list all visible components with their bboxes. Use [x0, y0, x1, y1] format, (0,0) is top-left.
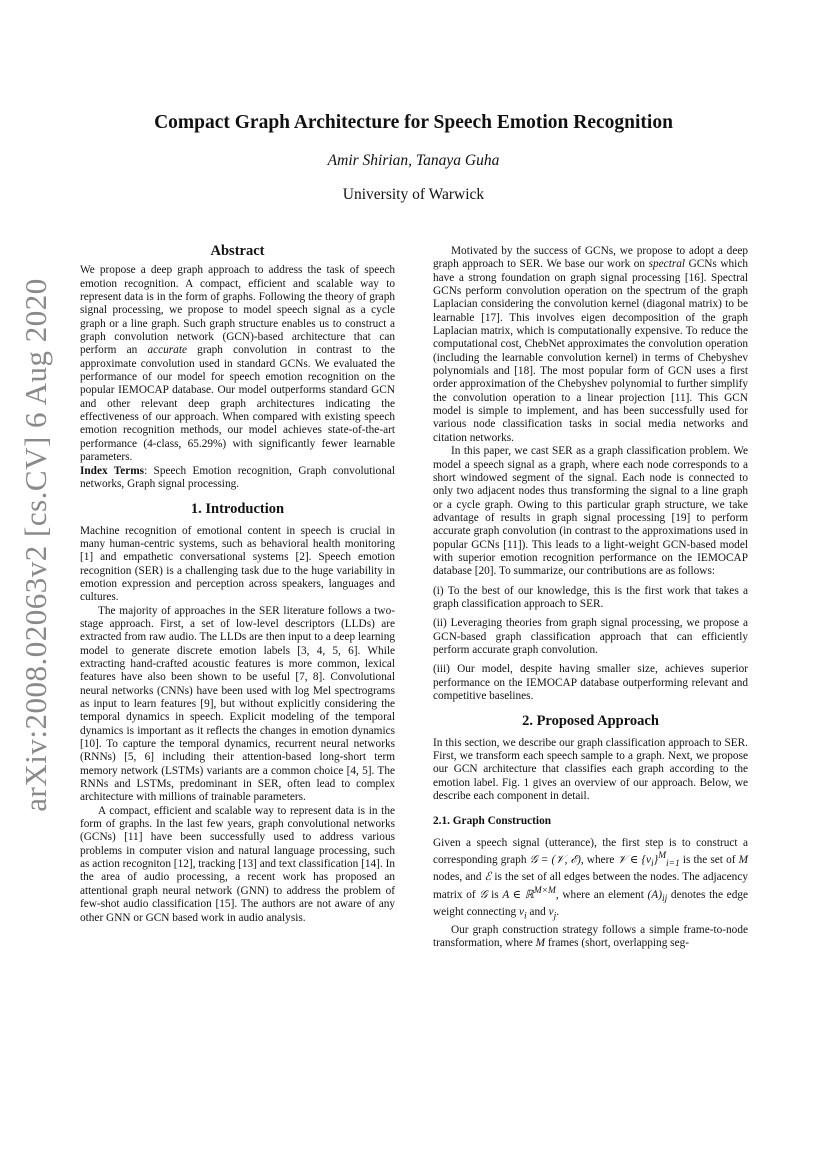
arxiv-stamp [14, 240, 58, 850]
graph-construction-paragraph: Given a speech signal (utterance), the first step is to construct a corresponding graph 𝒢 = (𝒱, ℰ), where 𝒱 ∈ $\{v_i\}^M_{i=1}$ is the set of M nodes, and ℰ is the set of all edges between the nodes. The adjacency matrix of 𝒢 is A ∈ ℝ$^{M\times M}$, where an element $(A)_{ij}$ denotes the edge weight connecting $v_i$ and $v_j$. [433, 836, 749, 922]
contribution-2: (ii) Leveraging theories from graph signal processing, we propose a GCN-based graph classification approach that can efficiently perform accurate graph convolution. [433, 617, 748, 656]
intro-paragraph-2: The majority of approaches in the SER literature follows a two-stage approach. First, a set of low-level descriptors (LLDs) are extracted from raw audio. The LLDs are then input to a deep learning model to generate discrete emotion labels [3, 4, 5, 6]. While extracting hand-crafted acoustic features is more common, lexical features have also been shown to be useful [7, 8]. Convolutional neural networks (CNNs) have been used with log Mel spectrograms as input to learn features [9], but without explicitly considering the temporal dynamics in speech. Explicit modeling of the temporal dynamics is important as it reflects the changes in emotion dynamics [10]. To capture the temporal dynamics, recurrent neural networks (RNNs) [5, 6] including their attention-based long-short term memory network (LSTMs) variants are a common choice [4, 5]. The RNNs and LSTMs, predominant in SER, often lead to complex architecture with millions of trainable parameters. [80, 604, 395, 804]
left-column [80, 245, 395, 925]
index-terms: Index Terms: Speech Emotion recognition, Graph convolutional networks, Graph signal processing. [80, 464, 395, 490]
graph-construction-heading: 2.1. Graph Construction [433, 815, 551, 828]
intro-paragraph-1: Machine recognition of emotional content in speech is crucial in many human-centric systems, such as behavioral health monitoring [1] and empathetic conversational systems [2]. Speech emotion recognition (SER) is a challenging task due to the huge variability in emotion expression and perception across speakers, languages and cultures. [80, 524, 395, 604]
graph-construction-paragraph-2: Our graph construction strategy follows a simple frame-to-node transformation, where M frames (short, overlapping seg- [433, 923, 748, 950]
proposed-paragraph-1: In this section, we describe our graph classification approach to SER. First, we transform each speech sample to a graph. Next, we propose our GCN architecture that classifies each graph according to the emotion label. Fig. 1 gives an overview of our approach. Below, we describe each component in detail. [433, 736, 748, 803]
paper-title: Compact Graph Architecture for Speech Emotion Recognition [154, 112, 673, 133]
contribution-1: (i) To the best of our knowledge, this is the first work that takes a graph classification approach to SER. [433, 584, 748, 610]
contribution-3: (iii) Our model, despite having smaller size, achieves superior performance on the IEMOCAP database outperforming relevant and competitive baselines. [433, 663, 748, 702]
intro-paragraph-5: In this paper, we cast SER as a graph classification problem. We model a speech signal as a graph, where each node corresponds to a short windowed segment of the signal. Each node is connected to only two adjacent nodes thus transforming the signal to a line graph or a cycle graph. Owing to this particular graph structure, we take advantage of results in graph signal processing [19] to perform accurate graph convolution (in contrast to the approximations used in popular GCNs [11]). This leads to a light-weight GCN-based model with superior emotion recognition performance on the IEMOCAP database [20]. To summarize, our contributions are as follows: [433, 445, 748, 578]
paper-authors: Amir Shirian, Tanaya Guha [327, 152, 500, 169]
intro-paragraph-4: Motivated by the success of GCNs, we propose to adopt a deep graph approach to SER. We base our work on spectral GCNs which have a strong foundation on graph signal processing [16]. Spectral GCNs perform convolution operation on the spectrum of the graph Laplacian considering the convolution kernel (diagonal matrix) to be learnable [17]. This involves eigen decomposition of the graph Laplacian matrix, which is computationally expensive. To reduce the computational cost, ChebNet approximates the convolution operation (including the learnable convolution kernel) in terms of Chebyshev polynomials and [18]. The most popular form of GCN uses a first order approximation of the Chebyshev polynomial to further simplify the convolution operation to a linear projection [11]. This GCN model is simple to implement, and has been successfully used for various node classification tasks in social media networks and citation networks. [433, 245, 748, 444]
intro-paragraph-3: A compact, efficient and scalable way to represent data is in the form of graphs. In the last few years, graph convolutional networks (GCNs) [11] have been successfully used to address various problems in computer vision and natural language processing, such as action recogniton [12], tracking [13] and text classification [14]. In the area of audio processing, a recent work has proposed an attentional graph neural network (GNN) to address the problem of few-shot audio classification [15]. The authors are not aware of any other GNN or GCN based work in audio analysis. [80, 804, 395, 924]
right-column [433, 245, 748, 950]
introduction-heading: 1. Introduction [190, 501, 285, 518]
proposed-approach-heading: 2. Proposed Approach [522, 713, 659, 730]
abstract-heading: Abstract [210, 243, 265, 259]
abstract-text: We propose a deep graph approach to address the task of speech emotion recognition. A compact, efficient and scalable way to represent data is in the form of graphs. Following the theory of graph signal processing, we propose to model speech signal as a cycle graph or a line graph. Such graph structure enables us to construct a graph convolution network (GCN)-based architecture that can perform an accurate graph convolution in contrast to the approximate convolution used in standard GCNs. We evaluated the performance of our model for speech emotion recognition on the popular IEMOCAP database. Our model outperforms standard GCN and other relevant deep graph architectures indicating the effectiveness of our approach. When compared with existing speech emotion recognition methods, our model achieves state-of-the-art performance (4-class, 65.29%) with significantly fewer learnable parameters. [80, 264, 395, 464]
arxiv-identifier: arXiv:2008.02063v2 [cs.CV] 6 Aug 2020 [18, 278, 53, 812]
paper-affiliation: University of Warwick [342, 186, 485, 203]
